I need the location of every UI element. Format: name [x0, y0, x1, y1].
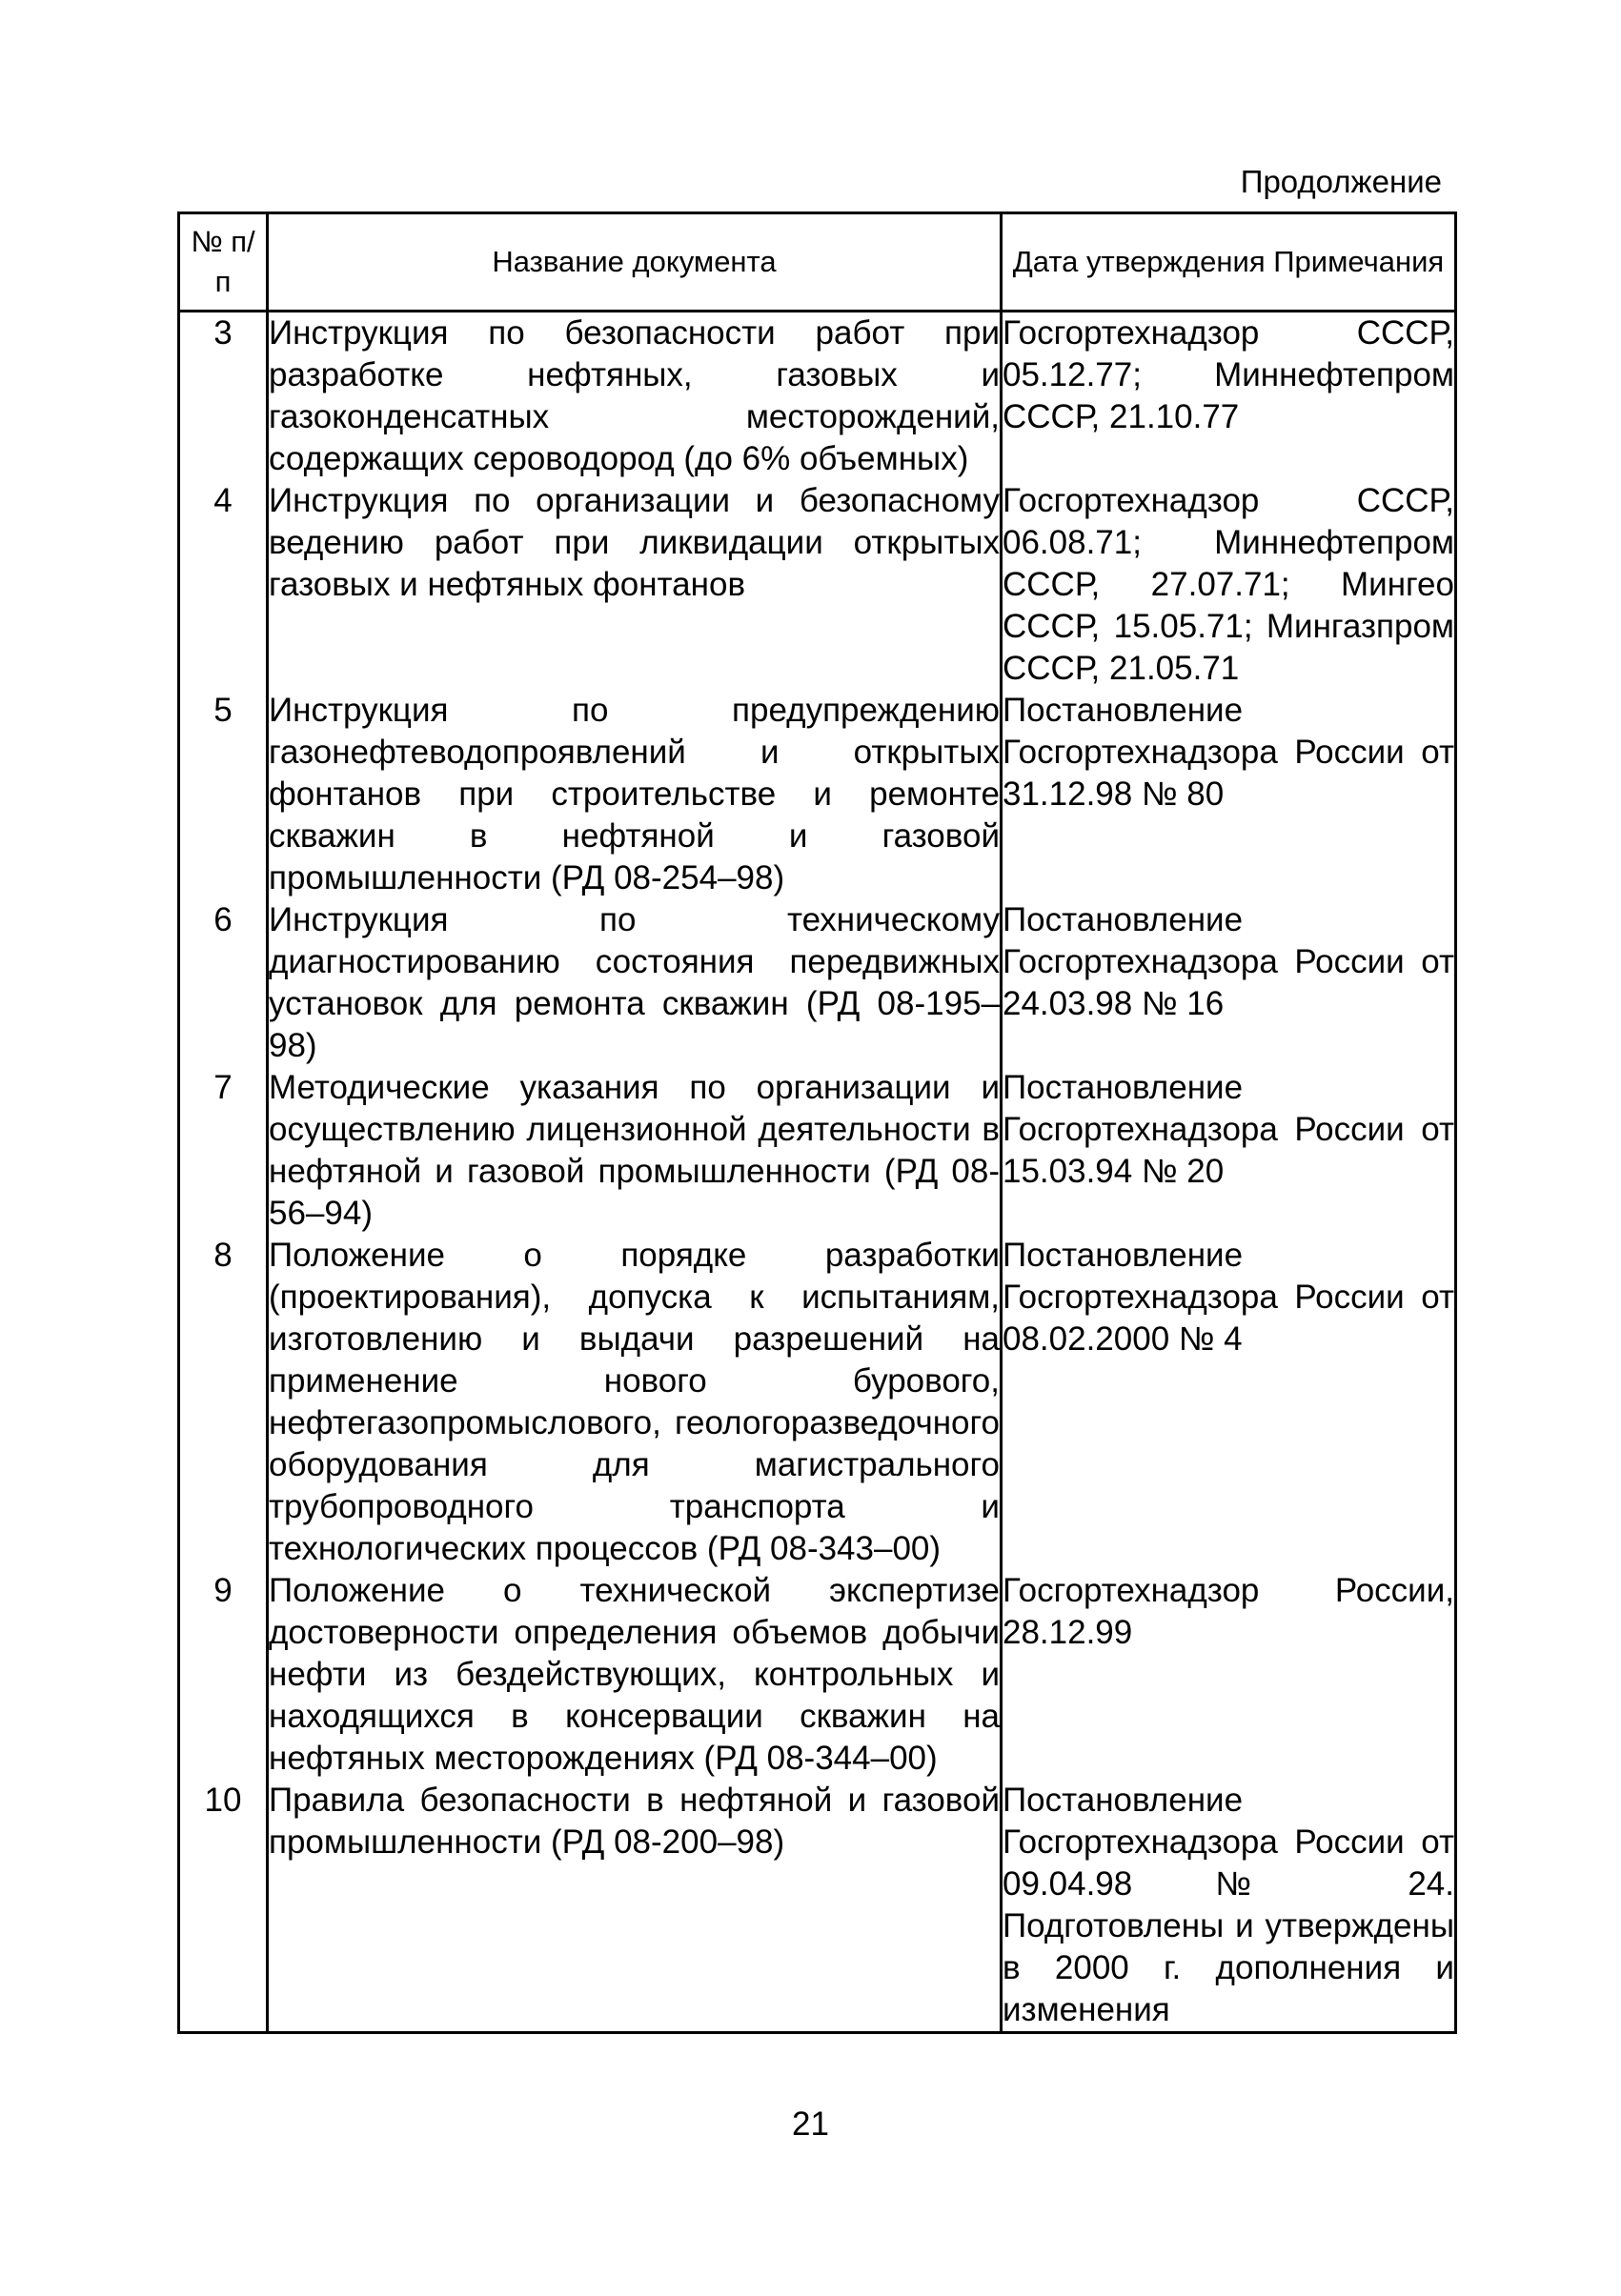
approval-date: Госгортехнадзор СССР, 05.12.77; Миннефтепром СССР, 21.10.77: [1002, 312, 1456, 481]
column-header-number: № п/п: [179, 213, 268, 312]
document-name: Инструкция по техническому диагностированию состояния передвижных установок для ремонта скважин (РД 08-195–98): [268, 899, 1002, 1067]
approval-date: Постановление Госгортехнадзора России от 31.12.98 № 80: [1002, 690, 1456, 899]
row-number: 6: [179, 899, 268, 1067]
table-row: [179, 1067, 1456, 1235]
row-number: 4: [179, 480, 268, 690]
approval-date: Постановление Госгортехнадзора России от 24.03.98 № 16: [1002, 899, 1456, 1067]
page-number: 21: [792, 2105, 829, 2143]
table-row: [179, 899, 1456, 1067]
approval-date: Постановление Госгортехнадзора России от 15.03.94 № 20: [1002, 1067, 1456, 1235]
table-header-row: [179, 213, 1456, 312]
document-name: Положение о технической экспертизе достоверности определения объемов добычи нефти из бездействующих, контрольных и находящихся в консервации скважин на нефтяных месторождениях (РД 08-344–00): [268, 1570, 1002, 1780]
document-name: Инструкция по организации и безопасному ведению работ при ликвидации открытых газовых и нефтяных фонтанов: [268, 480, 1002, 690]
document-name: Инструкция по безопасности работ при разработке нефтяных, газовых и газоконденсатных месторождений, содержащих сероводород (до 6% объемных): [268, 312, 1002, 481]
table-row: [179, 1780, 1456, 2033]
row-number: 7: [179, 1067, 268, 1235]
row-number: 10: [179, 1780, 268, 2033]
row-number: 3: [179, 312, 268, 481]
row-number: 5: [179, 690, 268, 899]
approval-date: Госгортехнадзор России, 28.12.99: [1002, 1570, 1456, 1780]
approval-date: Госгортехнадзор СССР, 06.08.71; Миннефтепром СССР, 27.07.71; Мингео СССР, 15.05.71; Мингазпром СССР, 21.05.71: [1002, 480, 1456, 690]
approval-date: Постановление Госгортехнадзора России от 08.02.2000 № 4: [1002, 1235, 1456, 1570]
table-row: [179, 312, 1456, 481]
approval-date: Постановление Госгортехнадзора России от 09.04.98 № 24. Подготовлены и утверждены в 2000 г. дополнения и изменения: [1002, 1780, 1456, 2033]
column-header-name: Название документа: [268, 213, 1002, 312]
continuation-label: Продолжение: [1240, 164, 1442, 199]
document-name: Правила безопасности в нефтяной и газовой промышленности (РД 08-200–98): [268, 1780, 1002, 2033]
row-number: 8: [179, 1235, 268, 1570]
table-row: [179, 690, 1456, 899]
row-number: 9: [179, 1570, 268, 1780]
documents-table: [177, 211, 1457, 2034]
table-row: [179, 480, 1456, 690]
column-header-date: Дата утверждения Примечания: [1002, 213, 1456, 312]
document-name: Методические указания по организации и осуществлению лицензионной деятельности в нефтяной и газовой промышленности (РД 08-56–94): [268, 1067, 1002, 1235]
document-name: Положение о порядке разработки (проектирования), допуска к испытаниям, изготовлению и выдачи разрешений на применение нового бурового, нефтегазопромыслового, геологоразведочного оборудования для магистрального трубопроводного транспорта и технологических процессов (РД 08-343–00): [268, 1235, 1002, 1570]
document-name: Инструкция по предупреждению газонефтеводопроявлений и открытых фонтанов при строительстве и ремонте скважин в нефтяной и газовой промышленности (РД 08-254–98): [268, 690, 1002, 899]
table-row: [179, 1235, 1456, 1570]
table-row: [179, 1570, 1456, 1780]
